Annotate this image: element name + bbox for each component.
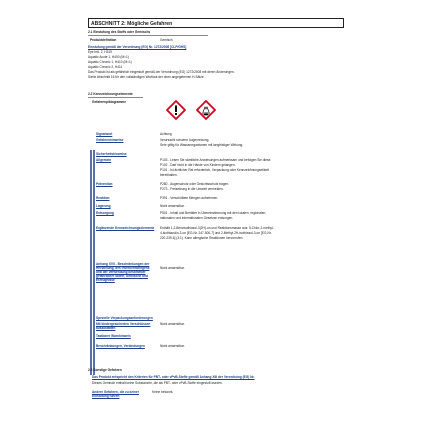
hazard-statement: Sehr giftig für Wasserorganismen mit langfristiger Wirkung. xyxy=(160,143,244,147)
hazard-statement: Verursacht schwere Augenreizung. xyxy=(160,138,210,142)
subsection-title: 2.3 Sonstige Gefahren xyxy=(88,368,122,372)
general-statement: P101 - Ist ärztlicher Rat erforderlich, Verpackung oder Kennzeichnungsetikett xyxy=(160,168,269,172)
classification-line: Aquatic Chronic 2, H411 xyxy=(88,65,123,69)
ghs-exclamation-pictogram-icon xyxy=(166,100,186,120)
classification-line: Eye Irrit. 2, H319 xyxy=(88,50,112,54)
child-resistant-value: Nicht anwendbar. xyxy=(160,322,185,326)
section-header: ABSCHNITT 2: Mögliche Gefahren xyxy=(88,18,344,28)
product-definition-label: Produktdefinition xyxy=(90,38,117,42)
reaction-statement: P391 - Verschüttete Mengen aufnehmen. xyxy=(160,196,219,200)
disposal-statement: P501 - Inhalt und Behälter in Übereinstimmung mit den lokalen, regionalen, xyxy=(160,211,267,215)
general-statement: P102 - Darf nicht in die Hände von Kindern gelangen. xyxy=(160,163,236,167)
classification-line: Aquatic Chronic 1, H410 (M=1) xyxy=(88,60,132,64)
ghs-environment-pictogram-icon xyxy=(196,100,216,120)
supplemental-statement: Enthält 1,2-Benzisothiazol-3(2H)-on und Reaktionsmasse aus: 5-Chlor-2-methyl- xyxy=(160,226,274,230)
pbt-criteria-text: Das Produkt entspricht den Kriterien für PBT- oder vPvB-Stoffe gemäß Anhang XIII der Verordnung (EG) Nr. xyxy=(92,375,255,379)
prevention-label: Prävention xyxy=(96,182,113,186)
prevention-statement: P280 - Augenschutz oder Gesichtsschutz tragen. xyxy=(160,182,230,186)
divider xyxy=(88,97,143,98)
classification-note: Das Produkt ist als gefährlich eingestuft gemäß der Verordnung (EG) 1272/2008 mit deren Änderungen. xyxy=(88,70,235,74)
other-hazards-label: Andere Gefahren, die zu keiner Einstufung führen xyxy=(92,390,139,398)
subsection-title: 2.1 Einstufung des Stoffs oder Gemischs xyxy=(88,30,151,34)
general-label: Allgemein xyxy=(96,158,112,162)
revision-bar xyxy=(90,150,92,375)
other-hazards-value: Keine bekannt. xyxy=(152,390,174,394)
reaction-label: Reaktion xyxy=(96,196,110,200)
classification-note: Siehe Abschnitt 16 für den vollständigen Wortlaut der oben angegebenen H-Sätze. xyxy=(88,75,205,79)
product-definition-value: Gemisch xyxy=(160,38,173,42)
general-statement: P103 - Lesen Sie sämtliche Anweisungen aufmerksam und befolgen Sie diese. xyxy=(160,158,272,162)
tactile-warning-label: Tastbarer Warnhinweis xyxy=(96,334,131,338)
divider xyxy=(88,35,208,36)
hazard-statements-label: Gefahrenhinweise xyxy=(96,138,124,142)
pictogram-label: Gefahrenpiktogramme xyxy=(92,100,127,104)
annex-xvii-value: Nicht anwendbar. xyxy=(160,266,185,270)
signal-word-label: Signalwort xyxy=(96,132,113,136)
tactile-warning-value: Nicht anwendbar. xyxy=(160,344,185,348)
supplemental-label: Ergänzende Kennzeichnungselemente xyxy=(96,226,155,230)
subsection-title: 2.2 Kennzeichnungselemente xyxy=(88,92,133,96)
child-resistant-label: Mit kindergesicherten Verschlüssen auszustatten xyxy=(96,322,151,330)
signal-word-value: Achtung xyxy=(160,132,172,136)
supplemental-statement: 220-239-6] (3:1). Kann allergische Reaktionen hervorrufen. xyxy=(160,236,244,240)
storage-statement: Nicht anwendbar. xyxy=(160,204,185,208)
classification-line: Aquatic Acute 1, H400 (M=1) xyxy=(88,55,129,59)
safety-statements-title: Sicherheitshinweise xyxy=(96,152,127,156)
supplemental-statement: 4-isothiazolin-3-on [EG-Nr. 247-500-7] und 2-Methyl-2H-isothiazol-3-on [EG-Nr. xyxy=(160,231,272,235)
general-statement: bereithalten. xyxy=(160,173,178,177)
revision-bar xyxy=(93,150,95,375)
prevention-statement: P273 - Freisetzung in die Umwelt vermeiden. xyxy=(160,187,224,191)
storage-label: Lagerung xyxy=(96,204,111,208)
disposal-label: Entsorgung xyxy=(96,211,114,215)
restrictions-label: Beschränkungen, Verbindungen xyxy=(96,344,145,348)
classification-regulation: Einstufung gemäß der Verordnung (EG) Nr. 1272/2008 [CLP/GHS] xyxy=(88,45,187,49)
disposal-statement: nationalen und internationalen Gesetzen entsorgen. xyxy=(160,216,234,220)
special-packaging-title: Spezielle Verpackungsanforderungen xyxy=(96,316,153,320)
annex-xvii-label: Anhang XVII - Beschränkungen der Herstellung, des Inverkehrbringens und der Verwendung bestimmter gefährlicher Stoffe, Gemische und Erzeugnisse xyxy=(96,262,150,282)
pbt-mixture-text: Dieses Gemisch enthält keine Substanzen, die als PBT- oder vPvB-Stoffe eingestuft wurden. xyxy=(92,381,223,385)
